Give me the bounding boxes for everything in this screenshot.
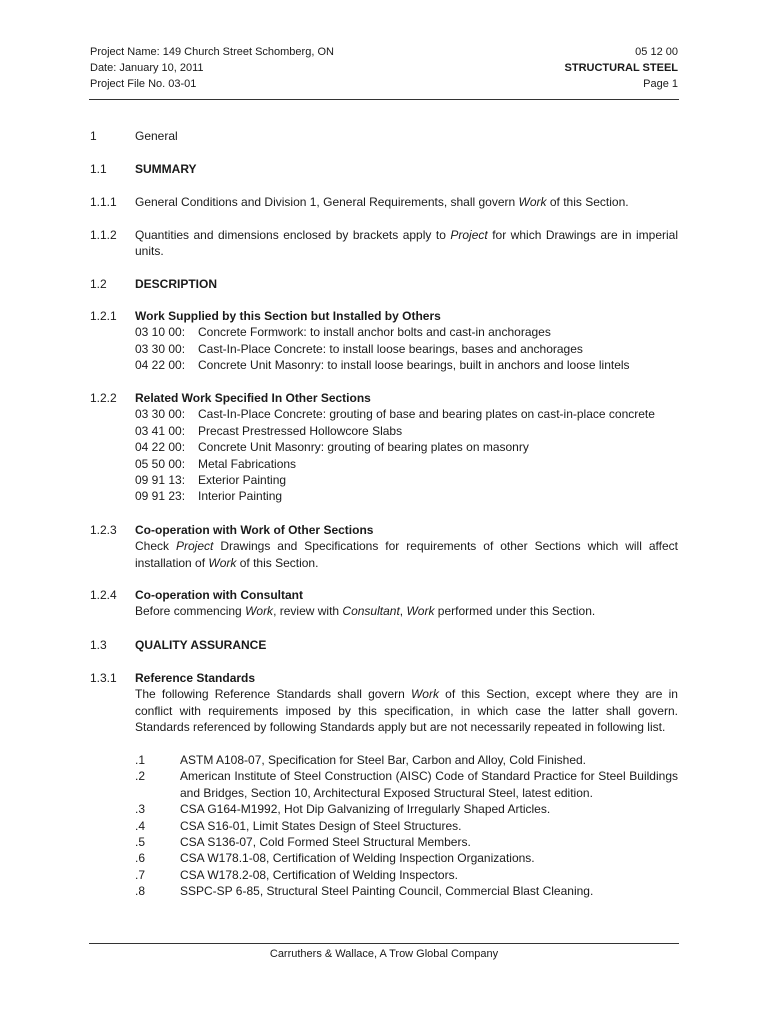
item-text: Concrete Formwork: to install anchor bolts and cast-in anchorages [198,325,551,340]
item-number: .7 [135,867,146,882]
list-item [135,406,678,422]
footer-company: Carruthers & Wallace, A Trow Global Company [269,948,499,960]
clause-text [135,194,678,210]
section-code: 05 50 00: [135,456,186,471]
list-item [135,472,678,488]
clause-body [135,670,678,736]
section-title: DESCRIPTION [135,277,218,291]
text-run: Drawings and Specifications for requirements of other Sections which will affect installation of [135,539,678,570]
item-text: Cast-In-Place Concrete: grouting of base and bearing plates on cast-in-place concrete [198,407,655,422]
header-date: Date: January 10, 2011 [90,62,204,74]
section-number: 1 [90,129,97,143]
item-text: CSA S136-07, Cold Formed Steel Structural Members. [180,835,471,849]
clause-body [135,522,678,571]
item-text: Concrete Unit Masonry: grouting of bearing plates on masonry [198,440,529,455]
clause-text [135,603,678,619]
item-text: Interior Painting [198,489,283,504]
text-run: , [399,604,407,619]
clause-title: Reference Standards [135,671,256,685]
clause-body [135,587,678,620]
clause-number: 1.1.1 [90,195,117,209]
defined-term: Project [450,228,488,242]
defined-term: Work [208,555,237,570]
item-number: .8 [135,884,146,899]
clause-text [135,686,678,735]
clause-text [135,538,678,571]
clause-number: 1.2.1 [90,309,117,323]
section-code: 09 91 23: [135,489,186,504]
header-section-number: 05 12 00 [635,46,678,58]
item-text: CSA W178.1-08, Certification of Welding Inspection Organizations. [180,851,535,866]
text-run: performed under this Section. [434,604,596,619]
list-item [135,439,678,455]
item-number: .1 [135,753,146,767]
defined-term: Work [410,687,439,702]
item-number: .2 [135,769,146,784]
section-number: 1.1 [90,162,107,176]
list-item [135,423,678,439]
item-number: .6 [135,851,146,866]
clause-title: Work Supplied by this Section but Installed by Others [135,309,441,323]
clause-number: 1.2.3 [90,523,117,537]
clause-title: Co-operation with Work of Other Sections [135,523,374,537]
defined-term: Work [518,195,547,209]
item-text: CSA W178.2-08, Certification of Welding Inspectors. [180,867,458,882]
text-run: , review with [273,604,343,619]
item-number: .5 [135,835,146,849]
item-number: .4 [135,818,146,833]
defined-term: Project [175,539,214,554]
clause-number: 1.2.4 [90,588,117,602]
text-run: Before commencing [135,604,246,619]
section-number: 1.2 [90,277,107,291]
clause-number: 1.1.2 [90,228,117,242]
section-number: 1.3 [90,638,107,652]
item-number: .3 [135,802,146,817]
header-project-name: Project Name: 149 Church Street Schomberg, ON [90,46,334,58]
header-page-number: Page 1 [643,78,678,90]
list-item [135,341,678,357]
clause-number: 1.2.2 [90,391,117,405]
section-title: QUALITY ASSURANCE [135,638,267,652]
section-code: 03 30 00: [135,407,186,422]
text-run: General Conditions and Division 1, General Requirements, shall govern [135,195,519,209]
item-text: CSA S16-01, Limit States Design of Steel Structures. [180,818,462,833]
list-item [135,456,678,472]
header-section-title: STRUCTURAL STEEL [564,62,678,74]
text-run: of this Section, except where they are in conflict with requirements imposed by this specification, in which case the latter shall govern. Standards referenced by following Standards apply but are not necessarily repeated in following list. [135,687,678,735]
section-code: 09 91 13: [135,473,186,488]
section-title: General [135,129,178,143]
clause-text [135,227,678,260]
text-run: The following Reference Standards shall govern [135,687,411,702]
clause-body [135,308,678,374]
footer-rule [89,943,679,944]
item-text: Metal Fabrications [198,456,297,471]
text-run: Check [135,539,176,554]
item-text: ASTM A108-07, Specification for Steel Bar, Carbon and Alloy, Cold Finished. [180,753,586,767]
clause-number: 1.3.1 [90,671,117,685]
clause-title: Co-operation with Consultant [135,588,303,602]
section-code: 03 10 00: [135,325,186,340]
list-item [135,488,678,504]
item-text: Exterior Painting [198,473,287,488]
header-rule [89,99,679,100]
item-text: SSPC-SP 6-85, Structural Steel Painting Council, Commercial Blast Cleaning. [180,884,594,899]
section-code: 04 22 00: [135,358,186,373]
item-text: Concrete Unit Masonry: to install loose bearings, built in anchors and loose lintels [198,358,630,373]
item-text: Cast-In-Place Concrete: to install loose bearings, bases and anchorages [198,341,583,356]
section-title: SUMMARY [135,162,197,176]
item-text: Precast Prestressed Hollowcore Slabs [198,423,403,438]
item-text: CSA G164-M1992, Hot Dip Galvanizing of Irregularly Shaped Articles. [180,802,551,817]
clause-body [135,390,678,505]
list-item [135,324,678,340]
clause-title: Related Work Specified In Other Sections [135,391,371,405]
text-run: Quantities and dimensions enclosed by brackets apply to [135,228,451,242]
list-item [135,357,678,373]
header-project-file: Project File No. 03-01 [90,78,197,90]
defined-term: Consultant [342,604,400,619]
section-code: 04 22 00: [135,440,186,455]
section-code: 03 41 00: [135,423,186,438]
item-text: American Institute of Steel Construction (AISC) Code of Standard Practice for Steel Buildings and Bridges, Section 10, Architectural Exposed Structural Steel, latest edition. [180,769,678,800]
defined-term: Work [245,604,274,619]
text-run: for which Drawings are in imperial units. [135,228,678,259]
section-code: 03 30 00: [135,341,186,356]
text-run: of this Section. [236,555,319,570]
text-run: of this Section. [546,195,629,209]
defined-term: Work [406,604,435,619]
